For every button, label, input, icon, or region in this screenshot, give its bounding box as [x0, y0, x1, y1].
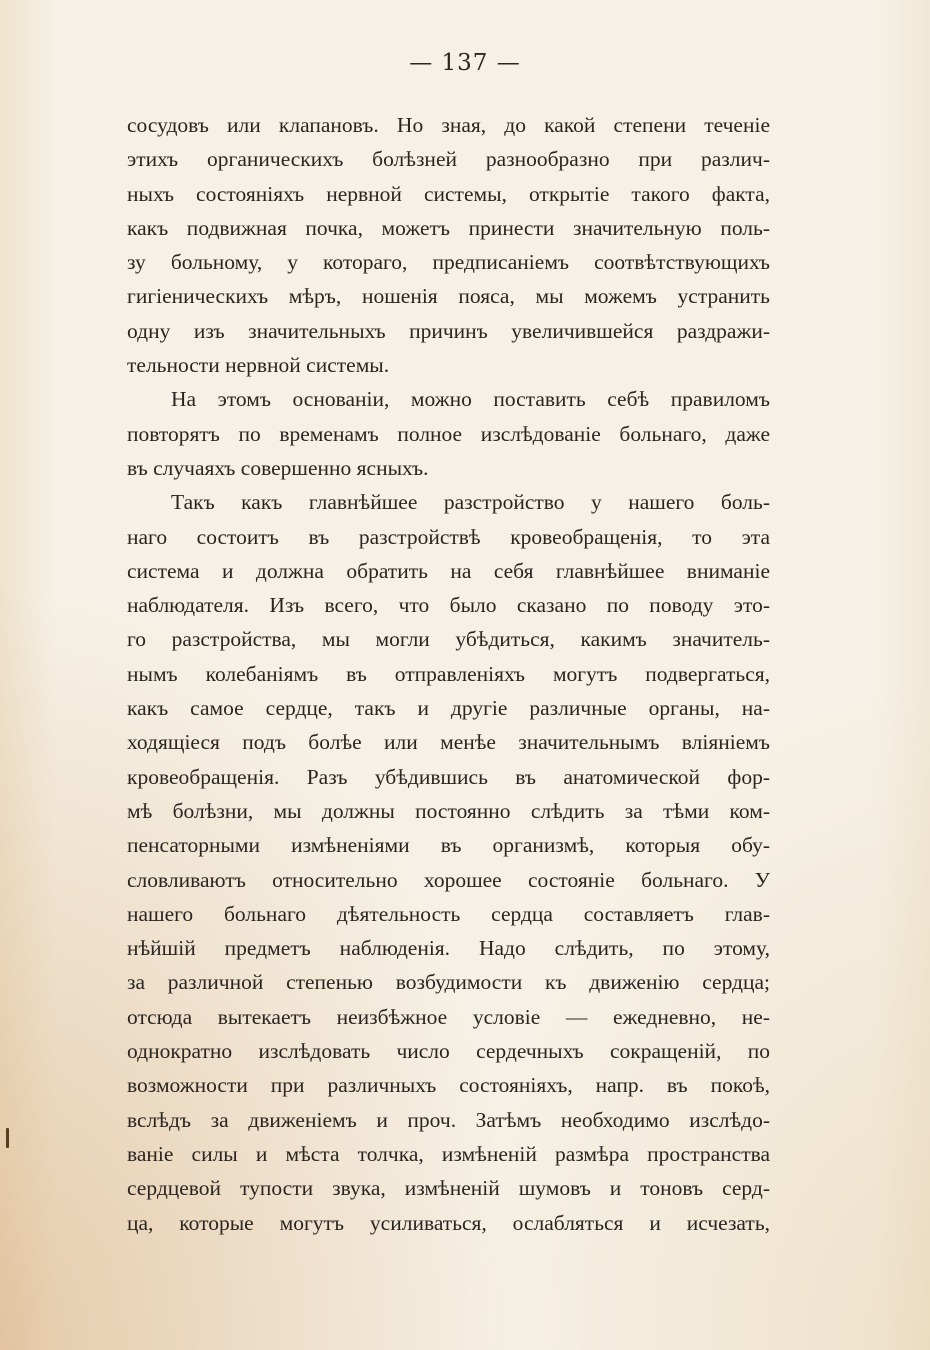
text-line: ходящіеся подъ болѣе или менѣе значительнымъ вліяніемъ: [127, 730, 770, 755]
text-line: отсюда вытекаетъ неизбѣжное условіе — ежедневно, не-: [127, 1004, 770, 1029]
text-line: На этомъ основаніи, можно поставить себѣ правиломъ: [171, 387, 770, 412]
text-line: кровеобращенія. Разъ убѣдившись въ анатомической фор-: [127, 764, 770, 789]
text-line: зу больному, у котораго, предписаніемъ соотвѣтствующихъ: [127, 250, 770, 275]
text-line: наго состоитъ въ разстройствѣ кровеобращенія, то эта: [127, 524, 770, 549]
text-line: нѣйшій предметъ наблюденія. Надо слѣдить, по этому,: [127, 936, 770, 961]
text-line: нымъ колебаніямъ въ отправленіяхъ могутъ подвергаться,: [127, 661, 770, 686]
text-line: за различной степенью возбудимости къ движенію сердца;: [127, 970, 770, 995]
text-line: повторятъ по временамъ полное изслѣдованіе больнаго, даже: [127, 421, 770, 446]
text-line: система и должна обратить на себя главнѣйшее вниманіе: [127, 558, 770, 583]
body-text: [127, 108, 770, 1240]
text-line: наблюдателя. Изъ всего, что было сказано по поводу это-: [127, 593, 770, 618]
paragraph: [127, 485, 770, 1240]
text-line: нашего больнаго дѣятельность сердца составляетъ глав-: [127, 901, 770, 926]
text-line: одну изъ значительныхъ причинъ увеличившейся раздражи-: [127, 318, 770, 343]
text-line: Такъ какъ главнѣйшее разстройство у нашего боль-: [171, 490, 770, 515]
text-line: въ случаяхъ совершенно ясныхъ.: [127, 455, 429, 480]
text-line: го разстройства, мы могли убѣдиться, какимъ значитель-: [127, 627, 770, 652]
text-line: сердцевой тупости звука, измѣненій шумовъ и тоновъ серд-: [127, 1176, 770, 1201]
page-number: — 137 —: [409, 50, 521, 76]
text-line: какъ самое сердце, такъ и другіе различные органы, на-: [127, 696, 770, 721]
text-line: какъ подвижная почка, можетъ принести значительную поль-: [127, 215, 770, 240]
page-edge-mark: [6, 1128, 9, 1148]
text-line: тельности нервной системы.: [127, 353, 390, 378]
text-line: ца, которые могутъ усиливаться, ослабляться и исчезать,: [127, 1210, 770, 1235]
text-line: гигіеническихъ мѣръ, ношенія пояса, мы можемъ устранить: [127, 284, 770, 309]
paragraph: [127, 108, 770, 382]
text-line: мѣ болѣзни, мы должны постоянно слѣдить за тѣми ком-: [127, 798, 770, 823]
text-line: вслѣдъ за движеніемъ и проч. Затѣмъ необходимо изслѣдо-: [127, 1107, 770, 1132]
text-line: этихъ органическихъ болѣзней разнообразно при различ-: [127, 147, 770, 172]
text-line: сосудовъ или клапановъ. Но зная, до какой степени теченіе: [127, 113, 770, 137]
text-line: однократно изслѣдовать число сердечныхъ сокращеній, по: [127, 1039, 770, 1064]
text-line: ваніе силы и мѣста толчка, измѣненій размѣра пространства: [127, 1141, 770, 1166]
text-line: пенсаторными измѣненіями въ организмѣ, которыя обу-: [127, 833, 770, 858]
text-line: словливаютъ относительно хорошее состояніе больнаго. У: [127, 867, 770, 892]
text-line: ныхъ состояніяхъ нервной системы, открытіе такого факта,: [127, 181, 770, 206]
text-line: возможности при различныхъ состояніяхъ, напр. въ покоѣ,: [127, 1073, 770, 1098]
paragraph: [127, 382, 770, 485]
